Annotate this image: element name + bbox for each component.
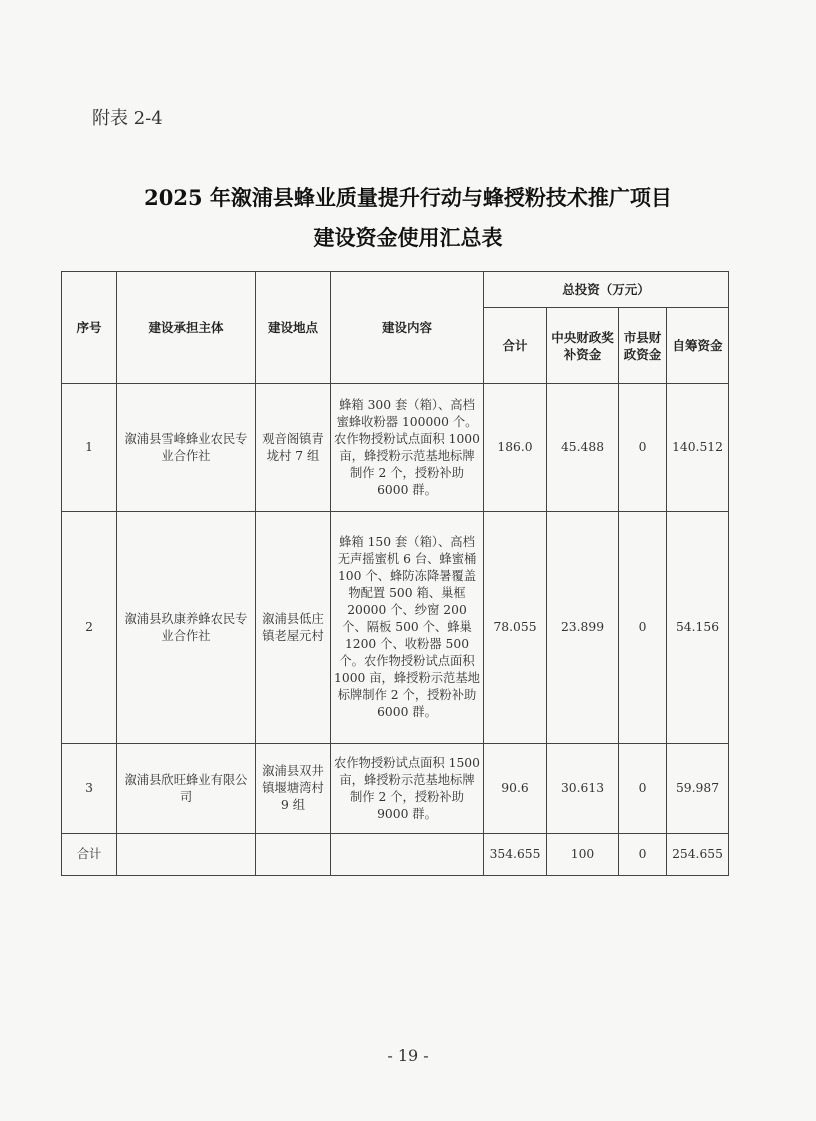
cell-central: 23.899: [547, 512, 619, 744]
cell-central: 45.488: [547, 384, 619, 512]
cell-location: 观音阁镇青垅村 7 组: [256, 384, 331, 512]
cell-city-county: 0: [619, 744, 667, 834]
header-seq: 序号: [62, 272, 117, 384]
total-city-county: 0: [619, 834, 667, 876]
attachment-label: 附表 2-4: [92, 108, 163, 129]
header-row-1: [62, 272, 729, 308]
cell-total: 90.6: [484, 744, 547, 834]
cell-central: 30.613: [547, 744, 619, 834]
header-central: 中央财政奖补资金: [547, 308, 619, 384]
page-number: - 19 -: [387, 1046, 429, 1065]
header-location: 建设地点: [256, 272, 331, 384]
cell-self-raised: 54.156: [667, 512, 729, 744]
header-city-county: 市县财政资金: [619, 308, 667, 384]
total-sum: 354.655: [484, 834, 547, 876]
cell-content: 蜂箱 150 套（箱）、高档无声摇蜜机 6 台、蜂蜜桶 100 个、蜂防冻降暑覆盖物配置 500 箱、巢框 20000 个、纱窗 200 个、隔板 500 个、蜂巢 1200 个、收粉器 500 个。农作物授粉试点面积 1000 亩，蜂授粉示范基地标牌制作 2 个，授粉补助 6000 群。: [331, 512, 484, 744]
total-row: [62, 834, 729, 876]
cell-city-county: 0: [619, 384, 667, 512]
total-empty-entity: [117, 834, 256, 876]
cell-total: 186.0: [484, 384, 547, 512]
cell-self-raised: 59.987: [667, 744, 729, 834]
cell-content: 蜂箱 300 套（箱）、高档蜜蜂收粉器 100000 个。农作物授粉试点面积 1000 亩，蜂授粉示范基地标牌制作 2 个，授粉补助 6000 群。: [331, 384, 484, 512]
cell-seq: 1: [62, 384, 117, 512]
total-central: 100: [547, 834, 619, 876]
title-line-2: 建设资金使用汇总表: [313, 225, 503, 250]
table-row: [62, 744, 729, 834]
header-total: 合计: [484, 308, 547, 384]
total-empty-content: [331, 834, 484, 876]
table-row: [62, 384, 729, 512]
total-empty-location: [256, 834, 331, 876]
cell-seq: 3: [62, 744, 117, 834]
title-line-1: 2025 年溆浦县蜂业质量提升行动与蜂授粉技术推广项目: [144, 185, 672, 210]
cell-total: 78.055: [484, 512, 547, 744]
cell-seq: 2: [62, 512, 117, 744]
cell-entity: 溆浦县玖康养蜂农民专业合作社: [117, 512, 256, 744]
cell-location: 溆浦县双井镇堰塘湾村 9 组: [256, 744, 331, 834]
cell-city-county: 0: [619, 512, 667, 744]
header-total-investment: 总投资（万元）: [484, 272, 729, 308]
cell-entity: 溆浦县雪峰蜂业农民专业合作社: [117, 384, 256, 512]
cell-location: 溆浦县低庄镇老屋元村: [256, 512, 331, 744]
total-self-raised: 254.655: [667, 834, 729, 876]
header-content: 建设内容: [331, 272, 484, 384]
cell-entity: 溆浦县欣旺蜂业有限公司: [117, 744, 256, 834]
header-self-raised: 自筹资金: [667, 308, 729, 384]
cell-content: 农作物授粉试点面积 1500 亩，蜂授粉示范基地标牌制作 2 个，授粉补助 9000 群。: [331, 744, 484, 834]
total-label: 合计: [62, 834, 117, 876]
cell-self-raised: 140.512: [667, 384, 729, 512]
fund-summary-table: [61, 271, 729, 876]
header-entity: 建设承担主体: [117, 272, 256, 384]
table-row: [62, 512, 729, 744]
